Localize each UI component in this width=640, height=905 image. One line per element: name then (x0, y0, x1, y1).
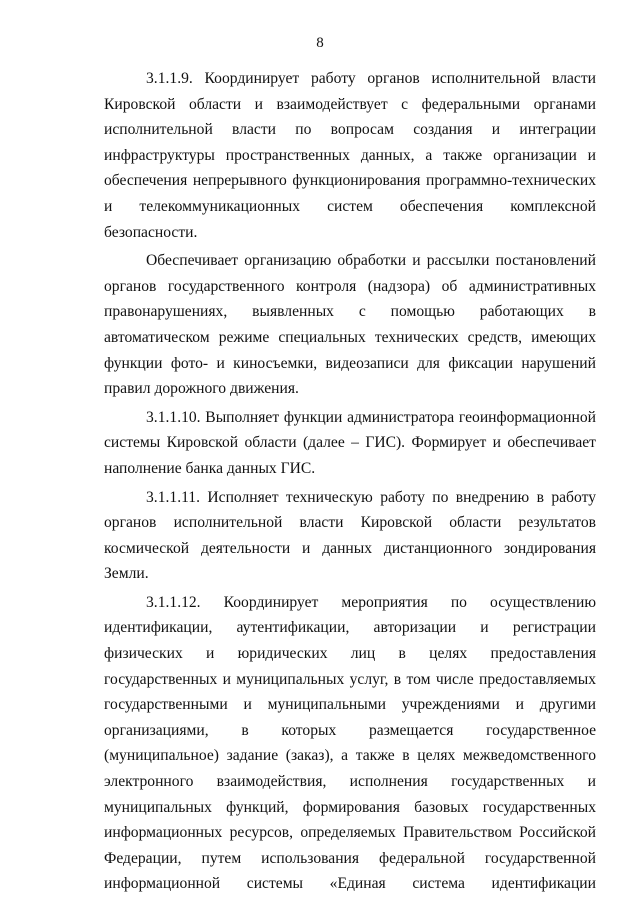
paragraph-fine-processing: Обеспечивает организацию обработки и рассылки постановлений органов государственного контроля (надзора) об административных правонарушениях, выявленных с помощью работающих в автоматическом режиме специальных технических средств, имеющих функции фото- и киносъемки, видеозаписи для фиксации нарушений правил дорожного движения. (104, 252, 596, 398)
paragraph-3-1-1-11: 3.1.1.11. Исполняет техническую работу по внедрению в работу органов исполнительной власти Кировской области результатов космической деятельности и данных дистанционного зондирования Земли. (104, 488, 596, 583)
page-number: 8 (316, 35, 324, 51)
paragraph-3-1-1-10: 3.1.1.10. Выполняет функции администратора геоинформационной системы Кировской области (далее – ГИС). Формирует и обеспечивает наполнение банка данных ГИС. (104, 408, 596, 477)
paragraph-3-1-1-9: 3.1.1.9. Координирует работу органов исполнительной власти Кировской области и взаимодействует с федеральными органами исполнительной власти по вопросам создания и интеграции инфраструктуры пространственных данных, а также организации и обеспечения непрерывного функционирования программно-технических и телекоммуникационных систем обеспечения комплексной безопасности. (104, 70, 596, 241)
paragraph-3-1-1-12: 3.1.1.12. Координирует мероприятия по осуществлению идентификации, аутентификации, авторизации и регистрации физических и юридических лиц в целях предоставления государственных и муниципальных услуг, в том числе предоставляемых государственными и муниципальными учреждениями и другими организациями, в которых размещается государственное (муниципальное) задание (заказ), а также в целях межведомственного электронного взаимодействия, исполнения государственных и муниципальных функций, формирования базовых государственных информационных ресурсов, определяемых Правительством Российской Федерации, путем использования федеральной государственной информационной системы «Единая система идентификации (104, 593, 596, 893)
document-body (104, 66, 596, 897)
